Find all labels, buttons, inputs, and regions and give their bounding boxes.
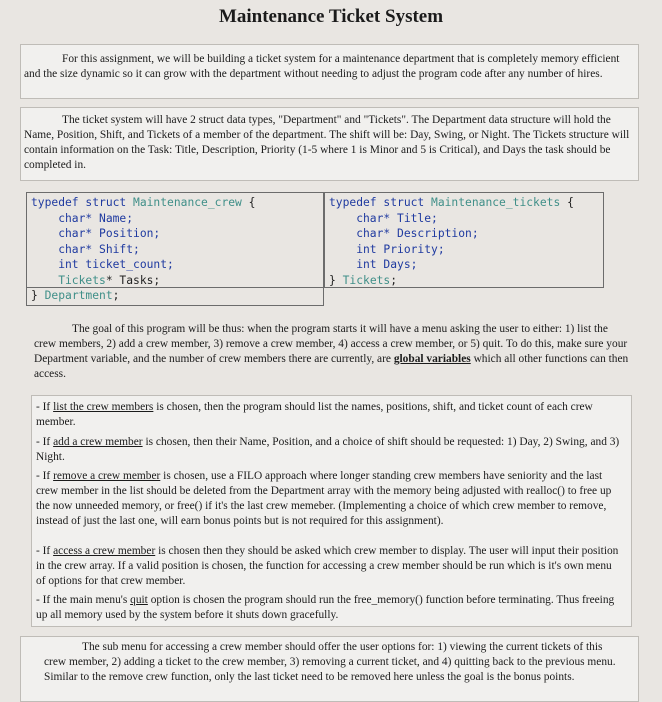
code-keyword: typedef struct (31, 196, 127, 209)
bullet-text: is chosen then they should be asked which crew member to display. The user will input their position in the crew array. If a valid position is chosen, the function for accessing a crew member should be run which is it's own menu of options for that crew member. (36, 545, 619, 587)
bullet-text: is chosen, use a FILO approach where longer standing crew members have seniority and the last crew member in the list should be deleted from the Department array with the memory being adjusted with realloc() to free up the now unneeded memory, or free() if it's the last crew memeber. (Implementing a choice of which crew member to remove, instead of just the last one, will earn bonus points but is not required for this assignment). (36, 470, 612, 527)
bullet-option: add a crew member (53, 436, 143, 448)
goal-text: The goal of this program will be thus: when the program starts it will have a menu asking the user to either: 1) list the crew members, 2) add a crew member, 3) remove a crew member, 4) access a crew member, or 5) quit. To do this, make sure your Department variable, and the number of crew members there are currently, are (34, 323, 628, 365)
code-line: int Priority; (329, 242, 445, 256)
code-text: ; (112, 289, 120, 302)
code-line: char* Shift; (31, 242, 140, 256)
bullet-text: - If (36, 470, 51, 482)
bullet-remove-member (36, 469, 624, 529)
bullet-text: is chosen, then the program should list the names, positions, shift, and ticket count of each crew member. (36, 401, 593, 428)
bullet-option: access a crew member (53, 545, 156, 557)
code-identifier: Department (44, 289, 113, 302)
bullet-text: - If the main menu's (36, 594, 128, 606)
code-identifier: Tickets (31, 273, 106, 287)
intro-paragraph (24, 52, 630, 82)
code-identifier: Maintenance_tickets (431, 196, 561, 209)
code-text: ; (390, 273, 398, 287)
code-identifier: Tickets (342, 273, 391, 287)
code-line: char* Position; (31, 227, 161, 240)
bullet-list-members (36, 400, 624, 430)
bullet-text: is chosen, then their Name, Position, and a choice of shift should be requested: 1) Day, 2) Swing, and 3) Night. (36, 436, 620, 463)
code-line: int Days; (329, 258, 418, 271)
bullet-option: remove a crew member (53, 470, 161, 482)
code-line: char* Description; (329, 227, 479, 240)
bullet-access-member (36, 544, 624, 589)
submenu-paragraph (44, 640, 622, 685)
tickets-struct-code (324, 192, 604, 288)
department-struct-closing (26, 287, 324, 306)
code-text: { (241, 196, 256, 209)
code-line: char* Title; (329, 211, 438, 225)
goal-paragraph (34, 322, 632, 382)
bullet-text: - If (36, 545, 51, 557)
code-table (26, 192, 604, 306)
bullet-text: - If (36, 401, 51, 413)
code-text: } (329, 273, 343, 287)
intro-text: For this assignment, we will be building a ticket system for a maintenance department that is completely memory efficient and the size dynamic so it can grow with the department without needing to adjust the program code after any number of hires. (24, 53, 620, 80)
code-line: char* Name; (31, 211, 134, 225)
structs-paragraph (24, 113, 630, 173)
bullet-add-member (36, 435, 624, 465)
code-text: * Tasks; (105, 273, 161, 287)
bullet-option: list the crew members (53, 401, 154, 413)
structs-text: The ticket system will have 2 struct data types, "Department" and "Tickets". The Department data structure will hold the Name, Position, Shift, and Tickets of a member of the department. The shift will be: Day, Swing, or Night. The Tickets structure will contain information on the Task: Title, Description, Priority (1-5 where 1 is Minor and 5 is Critical), and Days the task should be completed in. (24, 114, 630, 171)
bullet-text: - If (36, 436, 51, 448)
code-keyword: typedef struct (329, 196, 425, 209)
code-text: { (560, 196, 574, 209)
submenu-text: The sub menu for accessing a crew member should offer the user options for: 1) viewing the current tickets of this crew member, 2) adding a ticket to the crew member, 3) removing a current ticket, and 4) quitting back to the previous menu. Similar to the remove crew function, only the last ticket need to be removed here unless the goal is the bonus points. (44, 641, 616, 683)
bullet-quit (36, 593, 624, 623)
code-text: } (31, 289, 45, 302)
bullet-text: option is chosen the program should run the free_memory() function before terminating. Thus freeing up all memory used by the system before it shuts down gracefully. (36, 594, 615, 621)
code-line: int ticket_count; (31, 258, 174, 271)
bullet-option: quit (130, 594, 148, 606)
code-identifier: Maintenance_crew (133, 196, 242, 209)
document-title: Maintenance Ticket System (218, 6, 444, 27)
department-struct-code (26, 192, 324, 288)
goal-emphasis: global variables (393, 353, 471, 365)
goal-text-end: which all other functions can then access. (34, 353, 629, 380)
